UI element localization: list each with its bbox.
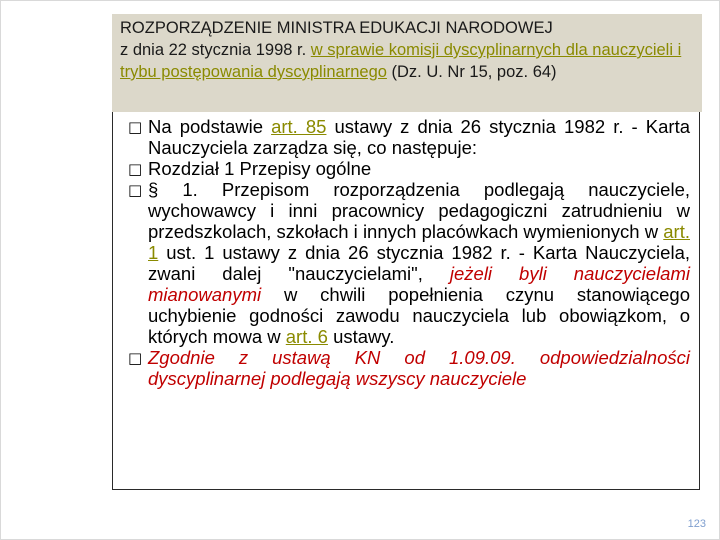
bullet-item-1	[128, 116, 690, 158]
art-85-link[interactable]: art. 85	[271, 116, 327, 137]
bullet-1-text-post: ustawy z dnia 26 stycznia 1982 r. - Karta Nauczyciela zarządza się, co następuje:	[148, 116, 690, 158]
bullet-icon: □	[128, 160, 143, 178]
slide-header	[112, 14, 702, 112]
bullet-2-text: Rozdział 1 Przepisy ogólne	[148, 158, 372, 179]
bullet-4-text: Zgodnie z ustawą KN od 1.09.09. odpowiedzialności dyscyplinarnej podlegają wszyscy nauczyciele	[148, 347, 690, 389]
art-1-link[interactable]: art. 1	[148, 221, 690, 263]
bullet-icon: □	[128, 349, 143, 367]
bullet-list	[128, 116, 690, 389]
bullet-item-3	[128, 179, 690, 347]
header-title: ROZPORZĄDZENIE MINISTRA EDUKACJI NARODOWEJ	[120, 19, 553, 37]
bullet-1-text-pre: Na podstawie	[148, 116, 272, 137]
bullet-3-text-post: w chwili popełnienia czynu stanowiącego uchybienie godności zawodu nauczyciela lub obowiązkom, o których mowa w	[148, 284, 690, 347]
bullet-3-highlight: jeżeli byli nauczycielami mianowanymi	[148, 263, 690, 305]
art-6-link[interactable]: art. 6	[285, 326, 328, 347]
bullet-3-text-pre: § 1. Przepisom rozporządzenia podlegają nauczyciele, wychowawcy i inni pracownicy pedagogiczni zatrudnieniu w przedszkolach, szkołach i innych placówkach wymienionych w	[148, 179, 690, 242]
bullet-item-2	[128, 158, 690, 179]
page-number: 123	[687, 518, 706, 530]
bullet-icon: □	[128, 181, 143, 199]
bullet-3-text-end: ustawy.	[327, 326, 395, 347]
header-subject-link[interactable]: w sprawie komisji dyscyplinarnych dla nauczycieli i trybu postępowania dyscyplinarnego	[120, 41, 682, 81]
header-date: z dnia 22 stycznia 1998 r.	[120, 41, 311, 59]
header-text	[112, 14, 702, 83]
bullet-3-text-mid: ust. 1 ustawy z dnia 26 stycznia 1982 r. - Karta Nauczyciela, zwani dalej "nauczycielami",	[148, 242, 690, 284]
bullet-item-4	[128, 347, 690, 389]
header-source: (Dz. U. Nr 15, poz. 64)	[386, 63, 557, 81]
bullet-icon: □	[128, 118, 143, 136]
